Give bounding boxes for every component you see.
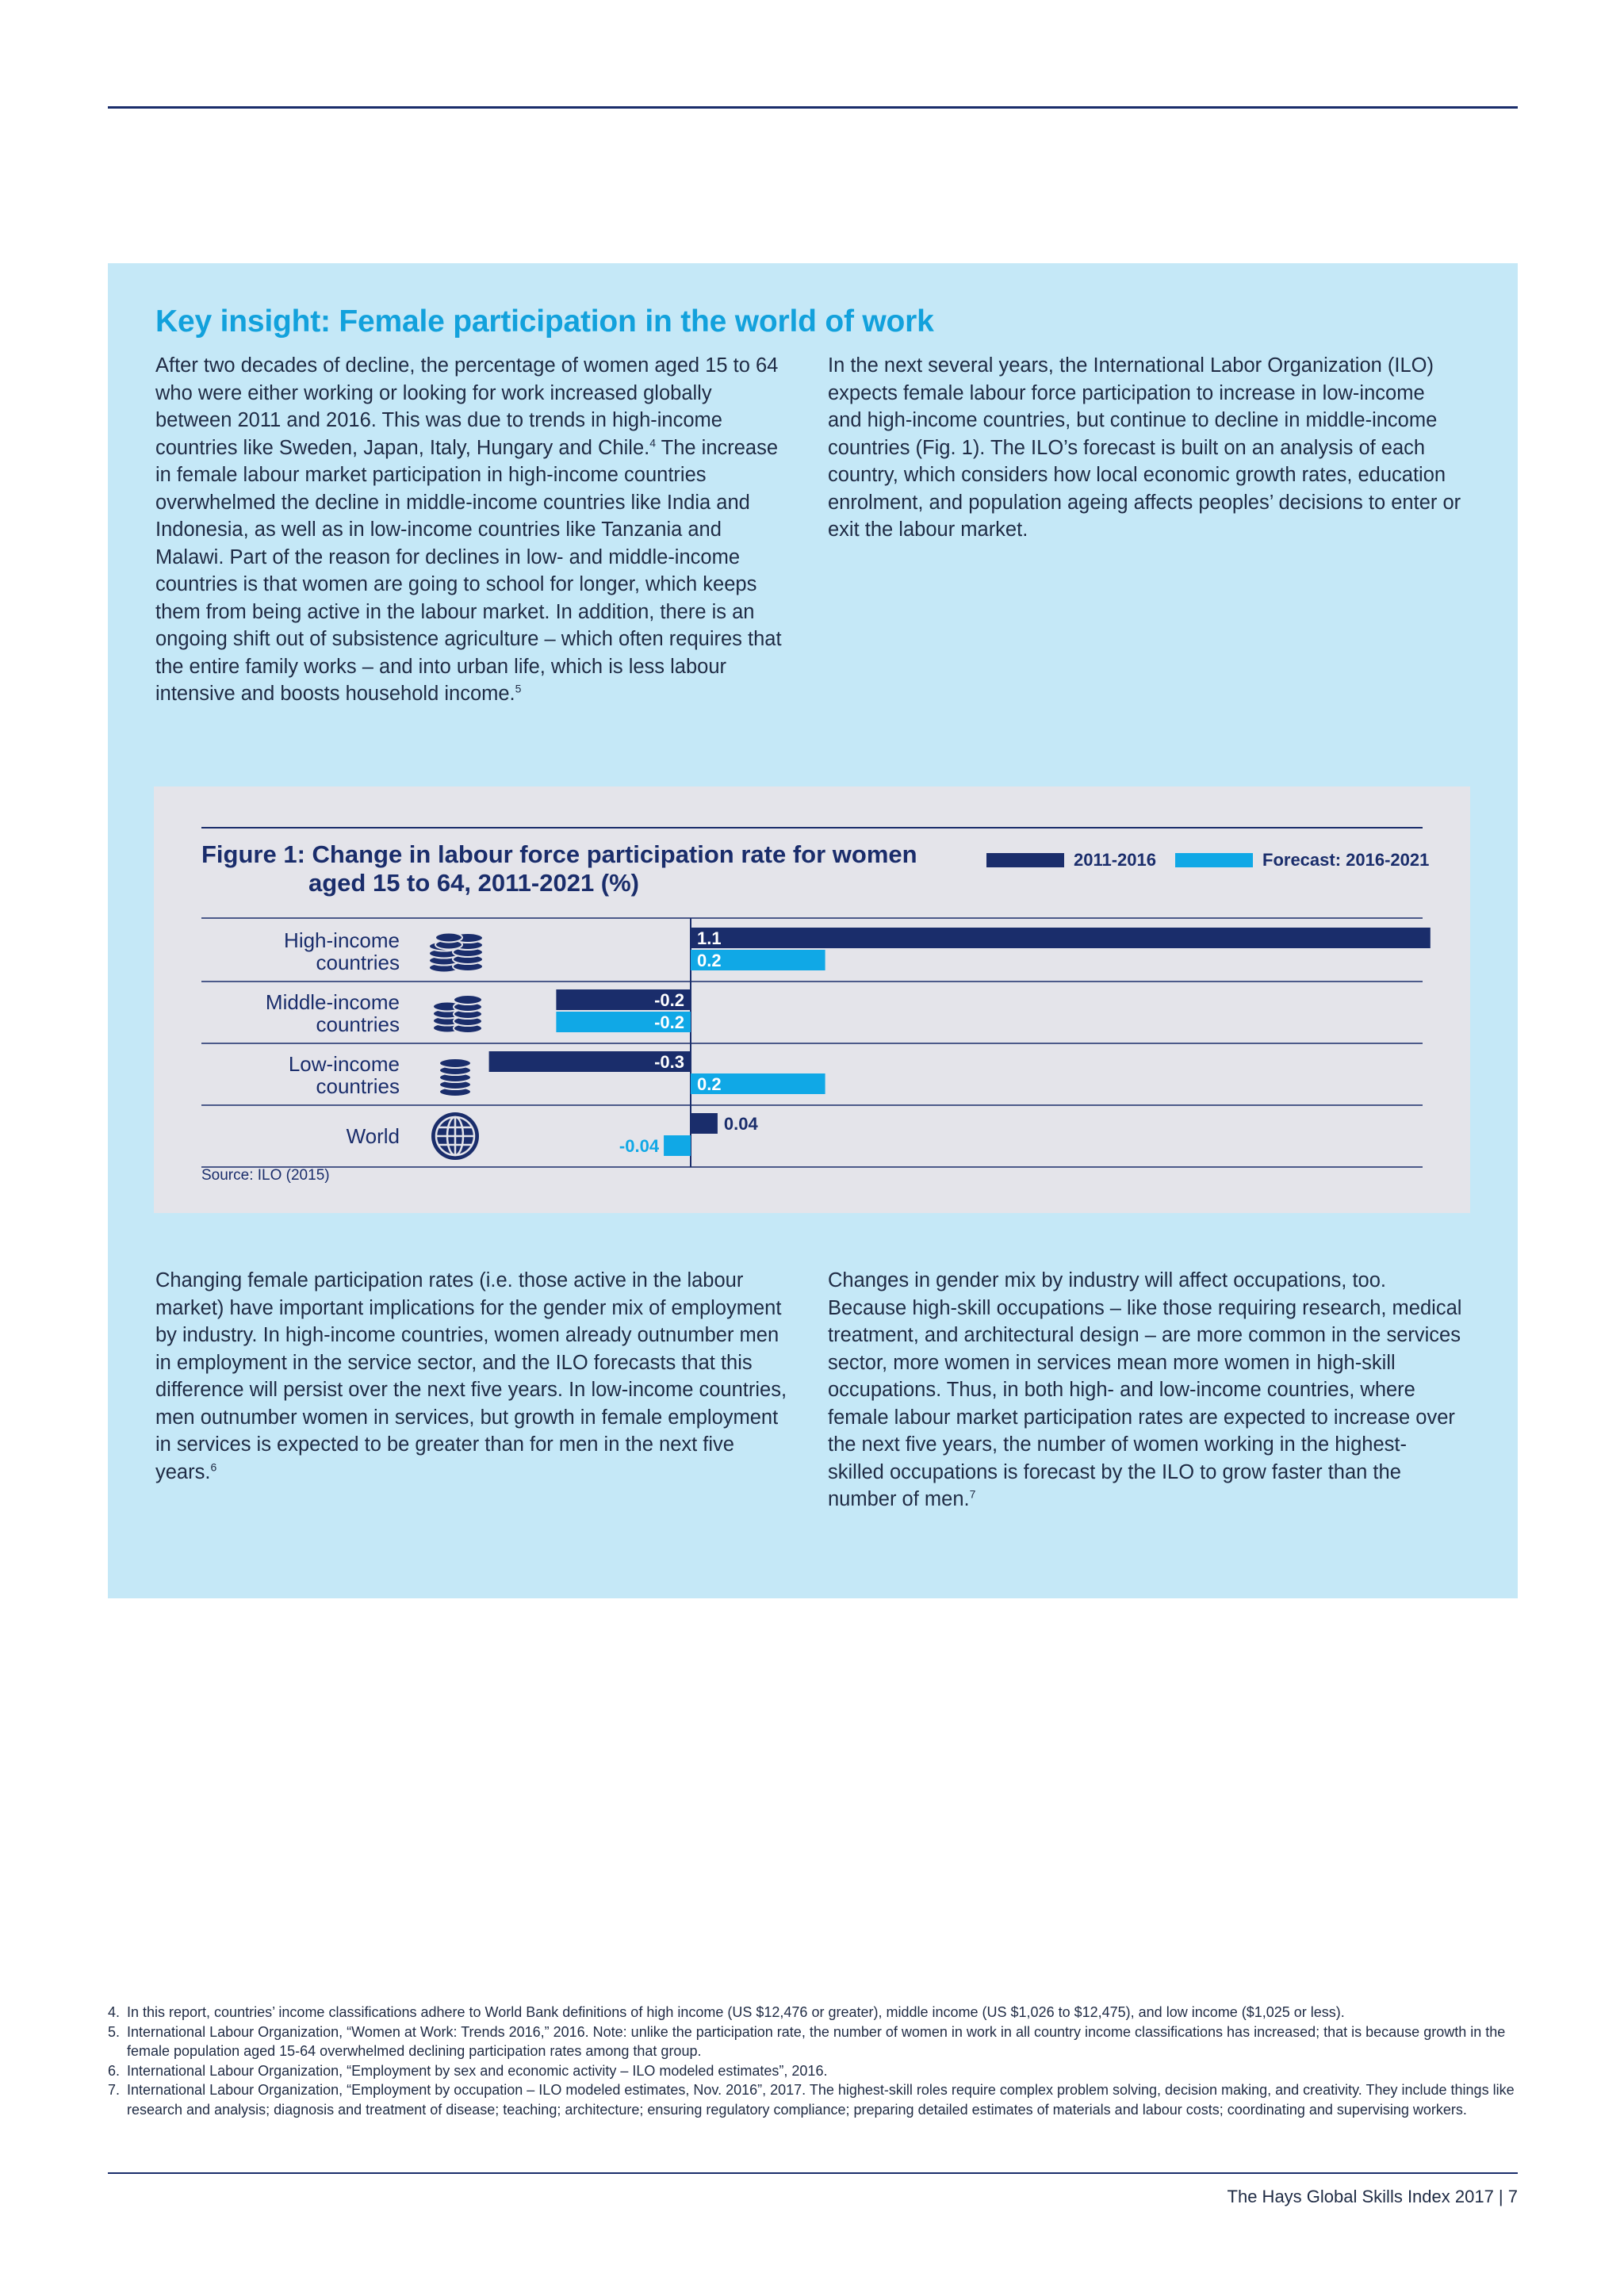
paragraph-text: After two decades of decline, the percentage of women aged 15 to 64 who were either working or looking for work increased globally between 2011 and 2016. This was due to trends in high-income countries like Sweden, Japan, Italy, Hungary and Chile. [155,354,779,459]
footnote-ref[interactable]: 6 [210,1460,217,1473]
footnote-7 [108,2080,1519,2119]
top-rule [108,106,1518,109]
footnote-ref[interactable]: 7 [969,1487,976,1501]
legend-item-forecast [1175,850,1429,871]
data-label: -0.2 [654,990,684,1010]
paragraph-text: Changes in gender mix by industry will affect occupations, too. Because high-skill occupations – like those requiring research, medical treatment, and architectural design – are more common in the services sector, more women in services mean more women in high-skill occupations. Thus, in both high- and low-income countries, where female labour market participation rates are expected to increase over the next five years, the number of women working in the highest-skilled occupations is forecast by the ILO to grow faster than the number of men. [828,1269,1462,1510]
footnote-number: 7. [108,2082,121,2098]
page-footer: The Hays Global Skills Index 2017 | 7 [1227,2187,1518,2206]
bottom-rule [108,2172,1518,2174]
paragraph-text: Changing female participation rates (i.e. those active in the labour market) have important implications for the gender mix of employment by industry. In high-income countries, women already outnumber men in employment in the service sector, and the ILO forecasts that this difference will persist over the next five years. In low-income countries, men outnumber women in services, but growth in female employment in services is expected to be greater than for men in the next five years. [155,1269,787,1483]
legend-item-2011-2016 [986,850,1156,871]
data-label: 0.2 [697,1074,722,1094]
figure-title-line-2: aged 15 to 64, 2011-2021 (%) [308,869,640,897]
data-label: 0.04 [723,1114,758,1134]
coin [439,1058,471,1068]
figure-title [201,840,979,897]
paragraph-right-2 [828,1267,1462,1513]
footnote-text: International Labour Organization, “Employment by sex and economic activity – ILO modeled estimates”, 2016. [127,2062,828,2079]
footnote-number: 5. [108,2023,121,2040]
section-heading: Key insight: Female participation in the world of work [155,304,934,339]
footnote-6 [108,2061,1519,2081]
legend-swatch [986,853,1064,867]
figure-source: Source: ILO (2015) [201,1167,330,1184]
category-label: High-income [284,928,400,952]
bar-forecast-3 [664,1135,691,1156]
category-label: World [346,1124,400,1148]
footnote-text: International Labour Organization, “Women at Work: Trends 2016,” 2016. Note: unlike the participation rate, the number of women in work in all country income classifications has increased; that is because growth in the female population aged 15-64 overwhelmed declining participation rates among that group. [127,2023,1506,2059]
category-label: countries [316,1074,400,1098]
footnote-4 [108,2003,1519,2022]
footnote-5 [108,2022,1519,2061]
data-label: 0.2 [697,951,722,970]
footnotes [108,2003,1519,2119]
coin-stacks-medium-icon [454,995,482,1033]
coin-stacks-large-icon [435,933,462,950]
category-label: Low-income [288,1052,400,1076]
legend-label: Forecast: 2016-2021 [1262,850,1430,870]
category-label: Middle-income [265,990,400,1014]
footnote-text: In this report, countries’ income classifications adhere to World Bank definitions of high income (US $12,476 or greater), middle income (US $1,026 to $12,475), and low income ($1,025 or less). [127,2004,1345,2020]
coin [454,995,482,1004]
paragraph-left-1 [155,352,790,708]
category-label: countries [316,1012,400,1036]
bar-2011-2016-3 [691,1113,718,1134]
category-label: countries [316,951,400,974]
data-label: 1.1 [697,928,722,948]
footnote-ref[interactable]: 5 [515,682,522,695]
globe-icon [431,1112,479,1160]
paragraph-right-1: In the next several years, the International Labor Organization (ILO) expects female labour force participation to increase in low-income and high-income countries, but continue to decline in middle-income countries (Fig. 1). The ILO’s forecast is built on an analysis of each country, which considers how local economic growth rates, education enrolment, and population ageing affects peoples’ decisions to enter or exit the labour market. [828,354,1461,541]
data-label: -0.04 [619,1136,660,1156]
footnote-ref[interactable]: 4 [649,436,657,449]
coin [435,933,462,943]
data-label: -0.3 [654,1052,684,1072]
paragraph-left-2 [155,1267,790,1486]
bar-2011-2016-0 [691,928,1431,948]
footnote-number: 6. [108,2062,121,2079]
footnote-number: 4. [108,2004,121,2020]
coin-stack-small-icon [439,1058,471,1096]
legend-swatch [1175,853,1253,867]
legend-label: 2011-2016 [1074,850,1156,870]
figure-1 [154,786,1470,1213]
data-label: -0.2 [654,1012,684,1032]
key-insight-panel [108,263,1518,1598]
paragraph-text: The increase in female labour market participation in high-income countries overwhelmed the decline in middle-income countries like India and Indonesia, as well as in low-income countries like Tanzania and Malawi. Part of the reason for declines in low- and middle-income countries is that women are going to school for longer, which keeps them from being active in the labour market. In addition, there is an ongoing shift out of subsistence agriculture – which often requires that the entire family works – and into urban life, which is less labour intensive and boosts household income. [155,436,782,705]
footnote-text: International Labour Organization, “Employment by occupation – ILO modeled estimates, Nov. 2016”, 2017. The highest-skill roles require complex problem solving, decision making, and creativity. They include things like research and analysis; diagnosis and treatment of disease; teaching; architecture; ensuring regulatory compliance; preparing detailed estimates of materials and labour costs; coordinating and supervising workers. [127,2082,1515,2118]
figure-title-line-1: Figure 1: Change in labour force participation rate for women [201,840,917,868]
